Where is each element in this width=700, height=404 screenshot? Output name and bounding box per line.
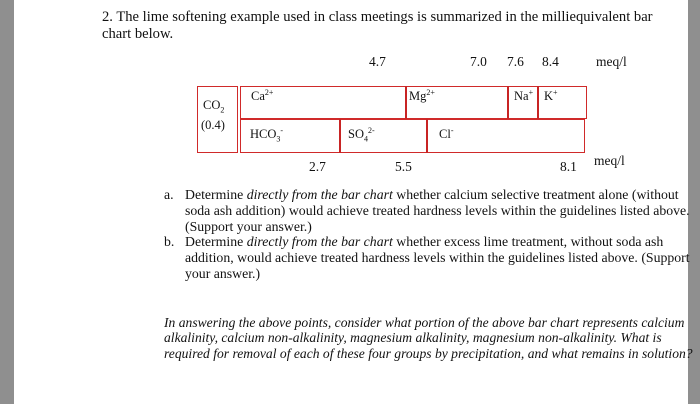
- item-b-emphasis: directly from the bar chart: [246, 234, 393, 250]
- item-a-pre: Determine: [185, 187, 247, 202]
- co2-label: $CO_2$: [203, 98, 225, 115]
- bottom-axis-label-2-7: 2.7: [309, 159, 326, 174]
- item-b-pre: Determine: [185, 234, 247, 250]
- cation-ca-label: $Ca^{2+}$: [251, 87, 274, 103]
- question-items: [164, 187, 699, 282]
- cation-divider-mg-na: [507, 86, 509, 119]
- bottom-axis-unit: meq/l: [594, 153, 625, 168]
- cation-divider-ca-mg: [405, 86, 407, 119]
- cation-k-label: K+: [544, 87, 558, 103]
- cation-na-label: Na+: [514, 87, 534, 103]
- item-b-marker: b.: [164, 234, 175, 250]
- item-a-post: whether calcium selective treatment alone (without soda ash addition) would achieve treated hardness levels within the guidelines listed above. (Support your answer.): [185, 187, 690, 234]
- anion-cl-label: Cl-: [439, 125, 454, 141]
- anion-hco3-label: $HCO_3^-$: [250, 125, 284, 144]
- anion-row: [240, 119, 585, 153]
- question-item-a: [164, 187, 699, 234]
- question-number: 2.: [102, 9, 113, 25]
- top-axis-label-8-4: 8.4: [542, 54, 559, 69]
- left-border-band: [0, 0, 14, 404]
- co2-value: (0.4): [201, 118, 225, 132]
- anion-divider-hco3-so4: [339, 119, 341, 153]
- item-a-marker: a.: [164, 187, 174, 202]
- item-b-post: whether excess lime treatment, without soda ash addition, would achieve treated hardness levels within the guidelines listed above. (Support your answer.): [185, 234, 690, 281]
- top-axis-unit: meq/l: [596, 54, 627, 69]
- cation-divider-na-k: [537, 86, 539, 119]
- top-axis-label-7-6: 7.6: [507, 54, 524, 69]
- closing-paragraph: In answering the above points, consider what portion of the above bar chart represents calcium alkalinity, calcium non-alkalinity, magnesium alkalinity, magnesium non-alkalinity. What is required for removal of each of these four groups by precipitation, and what remains in solution?: [164, 315, 693, 361]
- anion-so4-label: $SO_4^{2-}$: [348, 125, 375, 144]
- document-page: [14, 0, 693, 404]
- bottom-axis-label-8-1: 8.1: [560, 159, 577, 174]
- anion-divider-so4-cl: [426, 119, 428, 153]
- question-intro: [102, 9, 667, 43]
- cation-mg-label: $Mg^{2+}$: [409, 87, 435, 103]
- bottom-axis-label-5-5: 5.5: [395, 159, 412, 174]
- item-a-emphasis: directly from the bar chart: [246, 187, 393, 202]
- top-axis-label-7-0: 7.0: [470, 54, 487, 69]
- top-axis-label-4-7: 4.7: [369, 54, 386, 69]
- question-intro-text: The lime softening example used in class meetings is summarized in the milliequivalent bar chart below.: [102, 9, 653, 42]
- question-item-b: [164, 234, 699, 281]
